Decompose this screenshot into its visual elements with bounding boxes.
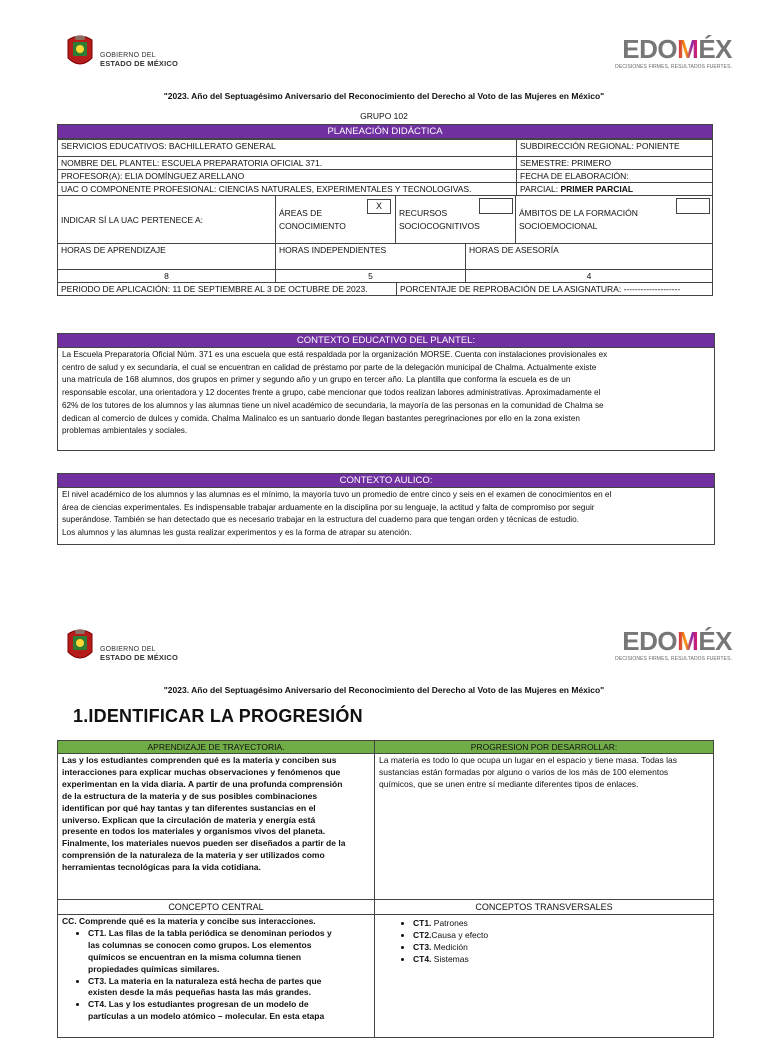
paragraph-line: El nivel académico de los alumnos y las alumnas es el mínimo, la mayoría tuvo un promedio de entre cinco y seis en el examen de conocimientos en el [62,490,612,499]
areas-cell: ÁREAS DE CONOCIMIENTO X [276,196,396,244]
list-item: • CT1. Patrones [413,918,709,930]
motto-text: "2023. Año del Septuagésimo Aniversario del Reconocimiento del Derecho al Voto de las Mujeres en México" [163,91,605,101]
list-item: • CT4. Las y los estudiantes progresan de un modelo de partículas a un modelo atómico – molecular. En esta etapa [88,999,370,1023]
paragraph-line: Los alumnos y las alumnas les gusta realizar experimentos y es la forma de atrapar su atención. [62,528,412,538]
porcentaje-cell: PORCENTAJE DE REPROBACIÓN DE LA ASIGNATURA: -------------------- [397,283,713,296]
contexto-plantel-body [58,348,714,450]
progresion-header: PROGRESION POR DESARROLLAR: [375,741,714,754]
government-logo [64,32,184,76]
horas-aprendizaje-label: HORAS DE APRENDIZAJE [58,244,276,270]
uac-cell: UAC O COMPONENTE PROFESIONAL: CIENCIAS NATURALES, EXPERIMENTALES Y TECNOLOGIVAS. [58,183,517,196]
concepto-central-body: CC. Comprende qué es la materia y concibe sus interacciones. • CT1. Las filas de la tabla periódica se denominan periodos y las columnas se conocen como grupos. Los elementos químicos se encuentran en la misma columna tienen propiedades químicas similares. • CT3. La materia en la naturaleza está hecha de partes que existen desde la más pequeñas hasta las más grandes. • CT4. Las y los estudiantes progresan de un modelo de partículas a un modelo atómico – molecular. En esta etapa [58,915,375,1038]
paragraph-line: superándose. También se han detectado que es necesario trabajar en la estructura del cuaderno para que tengan orden y técnicas de estudio. [62,515,579,525]
aprendizaje-trayectoria-header: APRENDIZAJE DE TRAYECTORIA. [58,741,375,754]
list-item: • CT4. Sistemas [413,954,709,966]
state-seal-icon [64,626,96,666]
indicar-cell: INDICAR SÍ LA UAC PERTENECE A: [58,196,276,244]
horas-asesoria-label: HORAS DE ASESORÍA [466,244,713,270]
planeacion-table [57,124,713,296]
paragraph-line: una matrícula de 168 alumnos, dos grupos en primer y segundo año y un grupo en tercer año. La plantilla que conforma la escuela es de un [62,375,571,385]
list-item: • CT3. Medición [413,942,709,954]
paragraph-line: problemas ambientales y sociales. [62,426,188,436]
recursos-checkbox[interactable] [479,198,513,214]
recursos-cell: RECURSOS SOCIOCOGNITIVOS [396,196,516,244]
contexto-aulico-section [57,473,715,545]
areas-checkbox[interactable]: X [367,199,391,214]
edomex-logo: EDOMÉX DECISIONES FIRMES, RESULTADOS FUERTES. [615,626,732,662]
progresion-table [57,740,714,1038]
horas-asesoria-value: 4 [466,270,713,283]
progresion-body: La materia es todo lo que ocupa un lugar en el espacio y tiene masa. Todas las sustancias están formadas por alguno o varios de los más de 100 elementos químicos, que se unen entre sí mediante diferentes tipos de enlaces. [375,754,714,900]
contexto-plantel-title: CONTEXTO EDUCATIVO DEL PLANTEL: [58,334,714,348]
plantel-cell: NOMBRE DEL PLANTEL: ESCUELA PREPARATORIA OFICIAL 371. [58,157,517,170]
fecha-cell: FECHA DE ELABORACIÓN: [517,170,713,183]
paragraph-line: área de ciencias experimentales. Es indispensable trabajar arduamente en la disciplina por su lenguaje, la actitud y falta de compromiso por seguir [62,502,595,512]
horas-independientes-value: 5 [276,270,466,283]
horas-independientes-label: HORAS INDEPENDIENTES [276,244,466,270]
list-item: • CT2.Causa y efecto [413,930,709,942]
edomex-logo: EDOMÉX DECISIONES FIRMES, RESULTADOS FUERTES. [615,34,732,70]
contexto-aulico-body [58,488,714,544]
paragraph-line: responsable escolar, una orientadora y 12 docentes frente a grupo, cabe mencionar que todos realizan labores administrativas. Aproximadamente el [62,388,601,398]
ambitos-checkbox[interactable] [676,198,710,214]
list-item: • CT1. Las filas de la tabla periódica se denominan periodos y las columnas se conocen como grupos. Los elementos químicos se encuentran en la misma columna tienen propiedades químicas similares. [88,928,370,976]
conceptos-transversales-header: CONCEPTOS TRANSVERSALES [375,900,714,915]
periodo-cell: PERIODO DE APLICACIÓN: 11 DE SEPTIEMBRE AL 3 DE OCTUBRE DE 2023. [58,283,397,296]
parcial-cell: PARCIAL: PRIMER PARCIAL [517,183,713,196]
government-name: GOBIERNO DEL ESTADO DE MÉXICO [100,52,179,68]
paragraph-line: centro de salud y ex secundaria, el cual se encuentran en calidad de préstamo por parte de la delegación municipal de Chalma. Actualmente existe [62,362,597,372]
contexto-aulico-title: CONTEXTO AULICO: [58,474,714,488]
ambitos-cell: ÁMBITOS DE LA FORMACIÓN SOCIOEMOCIONAL [516,196,713,244]
state-seal-icon [64,32,96,72]
list-item: • CT3. La materia en la naturaleza está hecha de partes que existen desde la más pequeñas hasta las más grandes. [88,976,370,1000]
aprendizaje-trayectoria-body: Las y los estudiantes comprenden qué es la materia y conciben sus interacciones para explicar muchas observaciones y fenómenos que experimentan en la vida diaria. A partir de una profunda comprensión de la estructura de la materia y de sus posibles combinaciones identifican por qué hay tantas y tan diferentes sustancias en el universo. Explican que la circulación de materia y energía está presente en todos los materiales y organismos vivos del planeta. Finalmente, los materiales nuevos pueden ser diseñados a partir de la comprensión de la naturaleza de la materia y ser utilizados como herramientas tecnológicas para la vida cotidiana. [58,754,375,900]
subdireccion-cell: SUBDIRECCIÓN REGIONAL: PONIENTE [517,140,713,157]
planeacion-title: PLANEACIÓN DIDÁCTICA [57,124,713,139]
paragraph-line: 62% de los tutores de los alumnos y las alumnas tiene un nivel académico de secundaria, la mayoría de las personas en la comunidad de Chalma se [62,400,604,410]
section-heading: 1.IDENTIFICAR LA PROGRESIÓN [73,706,363,726]
conceptos-transversales-body [375,915,714,1038]
contexto-plantel-section [57,333,715,451]
semestre-cell: SEMESTRE: PRIMERO [517,157,713,170]
concepto-central-header: CONCEPTO CENTRAL [58,900,375,915]
motto-text: "2023. Año del Septuagésimo Aniversario del Reconocimiento del Derecho al Voto de las Mujeres en México" [163,685,605,695]
government-name: GOBIERNO DEL ESTADO DE MÉXICO [100,646,179,662]
profesor-cell: PROFESOR(A): ELIA DOMÍNGUEZ ARELLANO [58,170,517,183]
horas-aprendizaje-value: 8 [58,270,276,283]
paragraph-line: dedican al comercio de dulces y comida. Chalma Malinalco es un santuario donde llegan bastantes peregrinaciones por ello en la zona existen [62,413,580,423]
servicios-cell: SERVICIOS EDUCATIVOS: BACHILLERATO GENERAL [58,140,517,157]
government-logo [64,626,184,670]
paragraph-line: La Escuela Preparatoria Oficial Núm. 371 es una escuela que está respaldada por la organización MORSE. Cuenta con instalaciones provisionales ex [62,350,608,359]
group-label: GRUPO 102 [360,111,408,121]
